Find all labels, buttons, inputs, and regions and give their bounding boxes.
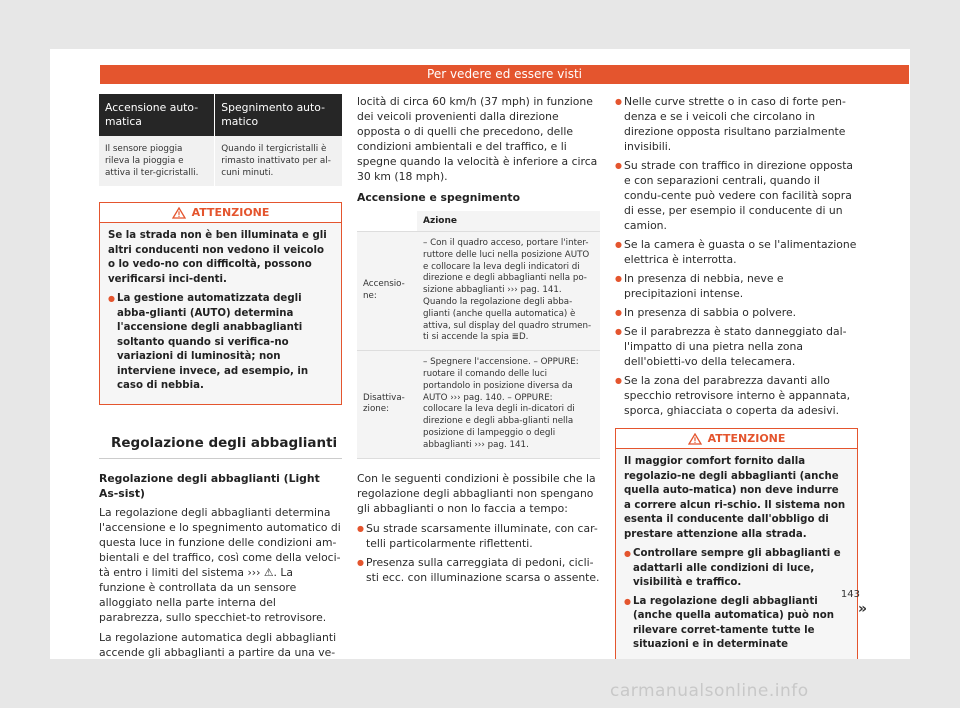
warning-header xyxy=(100,203,341,223)
table-header: Accensione auto-matica xyxy=(99,94,215,136)
warning-title: ATTENZIONE xyxy=(191,206,270,219)
warning-triangle-icon xyxy=(172,207,186,219)
warning-title: ATTENZIONE xyxy=(707,432,786,445)
paragraph: La regolazione degli abbaglianti determina l'accensione e lo spegnimento automatico di questa luce in funzione delle condizioni am-bientali e del traffico, così come della veloci-tà entro i limiti del sistema ››› ⚠. La funzione è controllata da un sensore alloggiato nella parte interna del parabrezza, sullo specchiet-to retrovisore. xyxy=(99,505,341,624)
list-item: ● Se il parabrezza è stato danneggiato dal-l'impatto di una pietra nella zona dell'obietti-vo della telecamera. xyxy=(615,324,858,369)
column-1 xyxy=(99,94,342,659)
table-row-label: Accensio-ne: xyxy=(357,232,417,351)
list-item: ● In presenza di sabbia o polvere. xyxy=(615,305,858,320)
list-item: ● In presenza di nebbia, neve e precipitazioni intense. xyxy=(615,271,858,301)
table-row-label: Disattiva-zione: xyxy=(357,351,417,458)
section-title: Regolazione degli abbaglianti xyxy=(99,435,342,459)
table-cell: Il sensore pioggia rileva la pioggia e attiva il ter-gicristalli. xyxy=(99,136,215,186)
warning-text: Se la strada non è ben illuminata e gli altri conducenti non vedono il veicolo o lo vedo-no con difficoltà, possono verificarsi inci-denti. xyxy=(108,230,327,285)
subheading: Regolazione degli abbaglianti (Light As-sist) xyxy=(99,471,320,500)
list-item: ● Nelle curve strette o in caso di forte pen-denza e se i veicoli che circolano in direzione opposta risultano parzialmente invisibili. xyxy=(615,94,858,154)
paragraph: locità di circa 60 km/h (37 mph) in funzione dei veicoli provenienti dalla direzione opposta o di quelli che precedono, delle condizioni ambientali e del traffico, e li spegne quando la velocità è inferiore a circa 30 km (18 mph). xyxy=(357,95,598,183)
manual-page xyxy=(50,49,910,659)
warning-text: Il maggior comfort fornito dalla regolazio-ne degli abbaglianti (anche quella auto-matica) non deve indurre a correre alcun ri-schio. Il sistema non esenta il conducente dall'obbligo di prestare attenzione alla strada. xyxy=(624,456,846,540)
warning-box xyxy=(615,428,858,659)
page-number: 143 xyxy=(840,589,860,600)
list-item: ● Se la camera è guasta o se l'alimentazione elettrica è interrotta. xyxy=(615,237,858,267)
warning-box xyxy=(99,202,342,405)
paragraph: Con le seguenti condizioni è possibile che la regolazione degli abbaglianti non spengano gli abbaglianti o non lo faccia a tempo: xyxy=(357,471,596,515)
table-header: Azione xyxy=(417,211,600,232)
page-header: Per vedere ed essere visti xyxy=(100,65,909,84)
list-item: ● Se la zona del parabrezza davanti allo specchio retrovisore interno è appannata, sporca, ghiacciata o coperta da adesivi. xyxy=(615,373,858,418)
list-item: ● Su strade scarsamente illuminate, con car-telli particolarmente riflettenti. xyxy=(357,521,600,551)
warning-bullet: ● La gestione automatizzata degli abba-glianti (AUTO) determina l'accensione degli anabbaglianti soltanto quando si verifica-no variazioni di luminosità; non interviene invece, ad esempio, in caso di nebbia. xyxy=(108,292,333,394)
table-header-empty xyxy=(357,211,417,232)
table-header: Spegnimento auto-matico xyxy=(215,94,342,136)
warning-header xyxy=(616,429,857,449)
table-row-action: – Spegnere l'accensione. – OPPURE: ruotare il comando delle luci portandolo in posizione diversa da AUTO ››› pag. 140. – OPPURE: collocare la leva degli in-dicatori di direzione e degli abba-glianti nella posizione di lampeggio o degli abbaglianti ››› pag. 141. xyxy=(417,351,600,458)
table-cell: Quando il tergicristalli è rimasto inattivato per al-cuni minuti. xyxy=(215,136,342,186)
action-table xyxy=(357,211,600,459)
paragraph: La regolazione automatica degli abbaglianti accende gli abbaglianti a partire da una ve- xyxy=(99,630,337,659)
list-item: ● Su strade con traffico in direzione opposta e con separazioni centrali, quando il condu-cente può vedere con facilità sopra di esse, per esempio il conducente di un camion. xyxy=(615,158,858,233)
column-3 xyxy=(615,94,858,659)
sensor-table xyxy=(99,94,342,186)
warning-bullet: ● La regolazione degli abbaglianti (anche quella automatica) può non rilevare corret-tamente tutte le situazioni e in determinate xyxy=(624,595,849,653)
warning-triangle-icon xyxy=(688,433,702,445)
continue-mark: » xyxy=(857,601,867,617)
column-2 xyxy=(357,94,600,589)
table-row-action: – Con il quadro acceso, portare l'inter-ruttore delle luci nella posizione AUTO e collocare la leva degli indicatori di direzione e degli abbaglianti nella po-sizione abbaglianti ››› pag. 141. Quando la regolazione degli abba-glianti (anche quella automatica) è attiva, sul display del quadro strumen-ti si accende la spia ≣D. xyxy=(417,232,600,351)
subheading: Accensione e spegnimento xyxy=(357,191,520,204)
watermark-text: carmanualsonline.info xyxy=(610,681,809,701)
warning-bullet: ● Controllare sempre gli abbaglianti e adattarli alle condizioni di luce, visibilità e traffico. xyxy=(624,547,849,591)
list-item: ● Presenza sulla carreggiata di pedoni, cicli-sti ecc. con illuminazione scarsa o assente. xyxy=(357,555,600,585)
